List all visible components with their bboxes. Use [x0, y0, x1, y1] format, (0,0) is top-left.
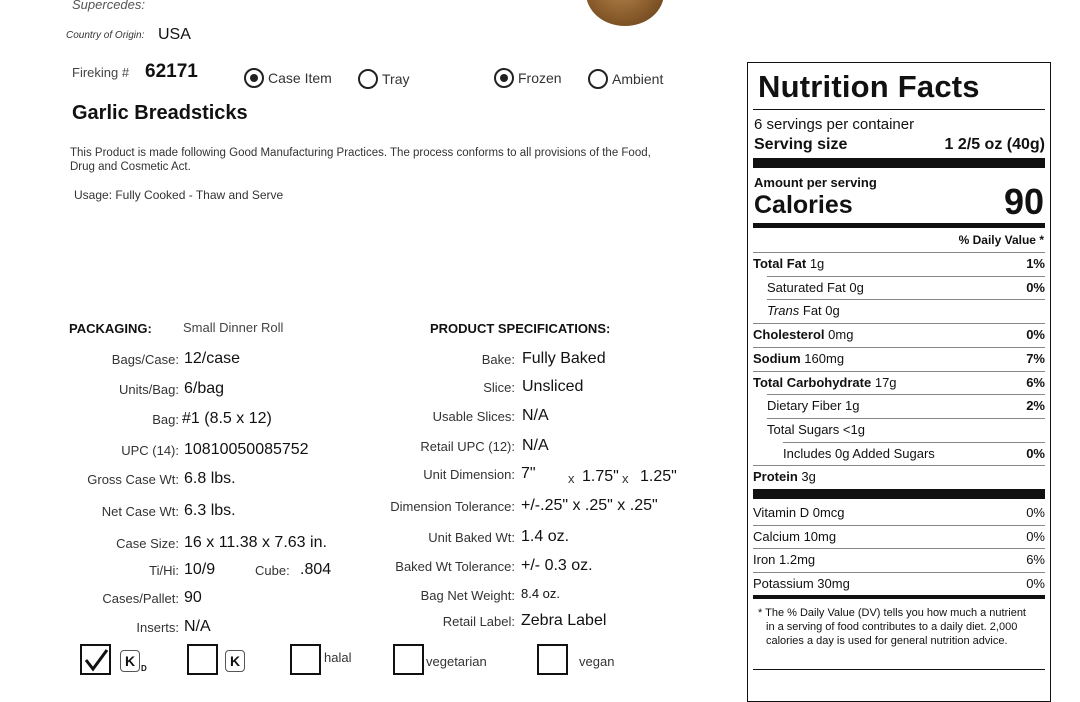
packaging-value: N/A — [184, 618, 211, 635]
cube-value: .804 — [300, 561, 332, 578]
spec-value: Fully Baked — [522, 350, 606, 367]
packaging-value: 6.3 lbs. — [184, 502, 236, 519]
packaging-value: 10/9 — [184, 561, 216, 578]
spec-value: 8.4 oz. — [521, 586, 561, 601]
spec-value: +/- 0.3 oz. — [521, 557, 593, 574]
nutrient-name: Dietary Fiber — [767, 398, 842, 414]
nutrient-name: Total Fat — [753, 256, 807, 271]
packaging-type: Small Dinner Roll — [183, 320, 284, 335]
bottom-divider — [753, 669, 1045, 670]
nutrient-name: Total Carbohydrate — [753, 374, 872, 390]
checkmark-icon — [82, 646, 110, 674]
nutrient-row — [753, 327, 1045, 342]
medium-divider-2 — [753, 595, 1045, 599]
dim-value-3: 1.25" — [640, 468, 677, 485]
spec-value: 1.4 oz. — [521, 528, 570, 545]
cube-label: Cube: — [255, 563, 290, 578]
frozen-radio[interactable] — [494, 68, 514, 88]
nutrient-divider — [753, 465, 1045, 466]
nutrient-row — [753, 375, 1045, 390]
nutrient-divider — [753, 371, 1045, 372]
vitamin-dv: 0% — [1026, 505, 1045, 520]
tray-radio[interactable] — [358, 69, 378, 89]
nutrient-row — [753, 256, 1045, 271]
packaging-label: Inserts: — [136, 620, 179, 635]
footnote: * The % Daily Value (DV) tells you how much a nutrient in a serving of food contributes to a daily diet. 2,000 calories a day is used for general nutrition advice. — [758, 607, 1026, 647]
spec-label: Dimension Tolerance: — [390, 499, 515, 514]
nutrient-name: Cholesterol — [753, 327, 825, 343]
usage-text: Usage: Fully Cooked - Thaw and Serve — [74, 188, 284, 202]
nutrient-name: Trans — [767, 303, 800, 319]
nutrient-name: Sodium — [753, 350, 801, 366]
spec-label: Bag Net Weight: — [420, 588, 515, 603]
nutrient-name: Total Sugars — [767, 421, 840, 437]
packaging-label: Net Case Wt: — [101, 504, 179, 519]
nutrient-amount: 160mg — [804, 350, 845, 366]
spec-label: Unit Dimension: — [423, 467, 515, 482]
spec-value: N/A — [522, 407, 549, 424]
packaging-heading: PACKAGING: — [69, 321, 152, 336]
serving-size-label: Serving size — [754, 136, 848, 153]
vitamin-name: Iron 1.2mg — [753, 552, 816, 568]
servings-per-container: 6 servings per container — [754, 116, 915, 133]
nutrient-divider — [753, 252, 1045, 253]
nutrient-name: Saturated Fat — [767, 279, 846, 295]
dim-value-2: 1.75" — [582, 468, 619, 485]
spec-label: Baked Wt Tolerance: — [395, 559, 515, 574]
serving-size-value: 1 2/5 oz (40g) — [944, 136, 1045, 153]
kosher-badge: K — [225, 650, 245, 672]
calories-value: 90 — [1003, 181, 1044, 222]
nutrition-title: Nutrition Facts — [758, 69, 980, 104]
gmp-statement: This Product is made following Good Manufacturing Practices. The process conforms to all provisions of the Food, Drug and Cosmetic Act. — [70, 147, 651, 173]
calories-label: Calories — [754, 191, 853, 219]
packaging-label: Units/Bag: — [119, 382, 179, 397]
vitamin-divider — [753, 525, 1045, 526]
kosher-dairy-sub: D — [141, 664, 147, 673]
nutrient-dv: 6% — [1026, 374, 1045, 390]
dim-x1: x — [568, 471, 575, 486]
nutrient-amount: 17g — [874, 374, 897, 390]
product-photo — [586, 0, 664, 26]
case-item-radio[interactable] — [244, 68, 264, 88]
nutrient-amount: 1g — [845, 398, 860, 414]
vegetarian-checkbox[interactable] — [393, 644, 424, 675]
packaging-value: #1 (8.5 x 12) — [182, 410, 272, 427]
spec-value: N/A — [522, 437, 549, 454]
packaging-label: UPC (14): — [121, 443, 179, 458]
vitamin-dv: 0% — [1026, 576, 1045, 592]
packaging-value: 6.8 lbs. — [184, 470, 236, 487]
vitamin-name: Vitamin D 0mcg — [753, 505, 845, 520]
nutrient-divider — [783, 442, 1045, 443]
country-value: USA — [158, 26, 191, 43]
tray-label: Tray — [382, 71, 410, 87]
vitamin-dv: 0% — [1026, 528, 1045, 544]
product-name: Garlic Breadsticks — [72, 102, 248, 124]
dim-x2: x — [622, 471, 629, 486]
spec-value: Zebra Label — [521, 612, 607, 629]
packaging-value: 6/bag — [184, 380, 225, 397]
nutrient-divider — [767, 299, 1045, 300]
nutrient-divider — [767, 276, 1045, 277]
nutrient-amount: 1g — [809, 256, 825, 271]
nutrient-row — [753, 469, 1045, 484]
nutrient-divider — [767, 394, 1045, 395]
vegan-label: vegan — [579, 654, 615, 669]
nutrient-dv: 7% — [1026, 350, 1045, 366]
kosher-dairy-badge: K — [120, 650, 140, 672]
nutrient-divider — [753, 347, 1045, 348]
nutrient-amount: 0mg — [828, 327, 854, 343]
nutrient-row — [753, 422, 1045, 437]
nutrient-amount: 3g — [801, 469, 816, 485]
halal-label: halal — [324, 650, 352, 665]
packaging-label: Ti/Hi: — [149, 563, 179, 578]
spec-label: Bake: — [481, 352, 515, 367]
nutrient-amount: 0g — [849, 279, 864, 295]
spec-value: +/-.25" x .25" x .25" — [521, 497, 658, 514]
thick-divider — [753, 158, 1045, 168]
daily-value-header: % Daily Value * — [958, 233, 1044, 247]
ambient-label: Ambient — [612, 71, 664, 87]
vitamin-divider — [753, 572, 1045, 573]
nutrient-row — [753, 280, 1045, 295]
fireking-label: Fireking # — [72, 65, 130, 80]
packaging-label: Gross Case Wt: — [87, 472, 179, 487]
specs-heading: PRODUCT SPECIFICATIONS: — [430, 321, 611, 336]
packaging-label: Bags/Case: — [111, 352, 179, 367]
kosher-dairy-checkbox[interactable] — [80, 644, 111, 675]
supercedes-label: Supercedes: — [72, 0, 145, 12]
vitamin-divider — [753, 548, 1045, 549]
nutrient-dv: 0% — [1026, 327, 1045, 343]
nutrition-facts-panel — [747, 62, 1051, 702]
spec-label: Retail Label: — [442, 614, 515, 629]
vitamin-row — [753, 529, 1045, 544]
nutrient-row — [753, 446, 1045, 461]
fireking-value: 62171 — [145, 61, 198, 82]
nutrient-name: Protein — [753, 469, 798, 485]
nutrient-name: Includes 0g Added Sugars — [783, 445, 935, 461]
nutrient-row — [753, 351, 1045, 366]
spec-label: Usable Slices: — [432, 409, 515, 424]
vitamin-row — [753, 552, 1045, 567]
nutrient-divider — [767, 418, 1045, 419]
packaging-label: Case Size: — [116, 536, 179, 551]
nutrient-row — [753, 398, 1045, 413]
packaging-label: Bag: — [152, 412, 179, 427]
packaging-value: 10810050085752 — [184, 441, 309, 458]
vitamin-dv: 6% — [1026, 552, 1045, 568]
medium-divider — [753, 223, 1045, 228]
frozen-label: Frozen — [518, 70, 562, 86]
vitamin-name: Potassium 30mg — [753, 576, 850, 592]
packaging-value: 16 x 11.38 x 7.63 in. — [184, 534, 327, 551]
packaging-value: 12/case — [184, 350, 241, 367]
ambient-radio[interactable] — [588, 69, 608, 89]
vegan-checkbox[interactable] — [537, 644, 568, 675]
nutrient-dv: 1% — [1026, 256, 1045, 271]
nutrient-amount: <1g — [842, 421, 865, 437]
vitamin-name: Calcium 10mg — [753, 528, 837, 544]
nutrient-row — [753, 303, 1045, 318]
nutrient-amount: Fat 0g — [802, 303, 840, 319]
amount-per-serving: Amount per serving — [754, 175, 877, 190]
nutrient-dv: 2% — [1026, 398, 1045, 414]
spec-label: Unit Baked Wt: — [428, 530, 515, 545]
spec-label: Retail UPC (12): — [420, 439, 515, 454]
nutrient-dv: 0% — [1026, 445, 1045, 461]
case-item-label: Case Item — [268, 70, 332, 86]
country-label: Country of Origin: — [66, 30, 145, 41]
vitamin-row — [753, 505, 1045, 520]
thick-divider-2 — [753, 489, 1045, 499]
divider — [753, 109, 1045, 110]
spec-value: 7" — [521, 465, 536, 482]
halal-checkbox[interactable] — [290, 644, 321, 675]
vegetarian-label: vegetarian — [426, 654, 487, 669]
spec-label: Slice: — [483, 380, 515, 395]
spec-value: Unsliced — [522, 378, 584, 395]
vitamin-row — [753, 576, 1045, 591]
nutrient-divider — [753, 323, 1045, 324]
kosher-checkbox[interactable] — [187, 644, 218, 675]
packaging-value: 90 — [184, 589, 202, 606]
packaging-label: Cases/Pallet: — [102, 591, 179, 606]
nutrient-dv: 0% — [1026, 279, 1045, 295]
